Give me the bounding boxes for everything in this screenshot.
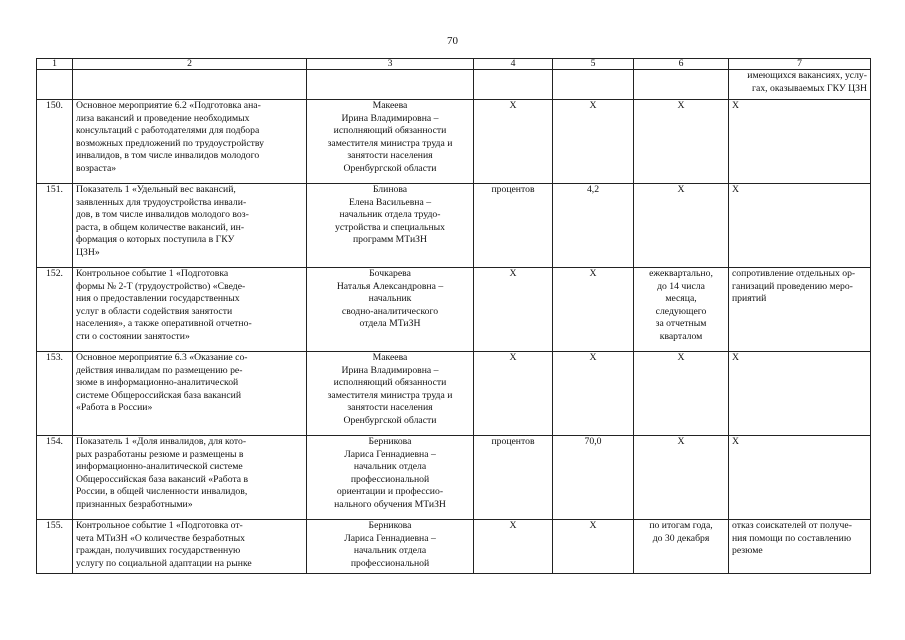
text-line: исполняющий обязанности <box>333 125 447 137</box>
risk-cell <box>729 268 871 352</box>
text-line: Основное мероприятие 6.2 «Подготовка ана- <box>76 100 261 111</box>
text-line: России, в общей численности инвалидов, <box>76 486 248 498</box>
text-line: Наталья Александровна – <box>336 280 444 292</box>
row-number: 152. <box>37 268 73 352</box>
value-cell: Х <box>553 268 634 352</box>
description-cell <box>73 436 307 520</box>
text-line: кварталом <box>659 330 703 342</box>
text-line: дов, в том числе инвалидов молодого воз- <box>76 209 249 221</box>
unit-cell: Х <box>474 100 553 184</box>
value-cell: 70,0 <box>553 436 634 520</box>
description-cell <box>73 184 307 268</box>
value-cell: Х <box>553 520 634 574</box>
description-cell <box>73 100 307 184</box>
column-number: 5 <box>553 59 634 70</box>
deadline-cell <box>634 352 729 436</box>
text-line: услуг в области содействия занятости <box>76 305 233 317</box>
plan-table <box>36 58 871 574</box>
text-line: резюме <box>732 545 763 557</box>
text-line: нального обучения МТиЗН <box>334 498 446 510</box>
text-line: месяца, <box>665 293 697 305</box>
text-line: Х <box>677 184 685 195</box>
unit-cell: процентов <box>474 184 553 268</box>
text-line: населения», а также оперативной отчетно- <box>76 318 252 330</box>
text-line: Общероссийская база вакансий «Работа в <box>76 473 249 485</box>
text-line: следующего <box>655 305 707 317</box>
text-line: имеющихся вакансиях, услу- <box>747 70 867 81</box>
unit-cell: Х <box>474 268 553 352</box>
description-cell <box>73 352 307 436</box>
text-line: начальник отдела трудо- <box>339 209 441 221</box>
table-row <box>37 184 871 268</box>
page-number: 70 <box>447 35 458 47</box>
text-line: начальник <box>368 293 412 305</box>
table-row <box>37 352 871 436</box>
text-line: Макеева <box>372 352 408 363</box>
text-line: до 14 числа <box>657 280 705 292</box>
text-line: Оренбургской области <box>343 162 437 174</box>
text-line: сти о состоянии занятости» <box>76 330 190 342</box>
text-line: возможных предложений по трудоустройству <box>76 137 264 149</box>
responsible-cell <box>307 268 474 352</box>
value-cell: Х <box>553 352 634 436</box>
column-number: 4 <box>474 59 553 70</box>
text-line: «Работа в России» <box>76 402 153 414</box>
continuation-row <box>37 70 871 100</box>
text-line: ежеквартально, <box>649 268 713 279</box>
table-row <box>37 436 871 520</box>
text-line: Лариса Геннадиевна – <box>344 532 436 544</box>
text-line: Х <box>732 352 739 363</box>
risk-cell <box>729 100 871 184</box>
text-line: формация о которых поступила в ГКУ <box>76 234 235 246</box>
text-line: консультаций с работодателями для подбора <box>76 125 260 137</box>
text-line: ния помощи по составлению <box>732 532 852 544</box>
responsible-cell <box>307 436 474 520</box>
text-line: ния о предоставлении государственных <box>76 293 240 305</box>
text-line: сопротивление отдельных ор- <box>732 268 856 279</box>
text-line: профессиональной <box>350 557 430 569</box>
text-line: отдела МТиЗН <box>359 318 421 330</box>
deadline-cell <box>634 268 729 352</box>
text-line: Ирина Владимировна – <box>341 112 439 124</box>
text-line: Показатель 1 «Удельный вес вакансий, <box>76 184 236 195</box>
text-line: системе Общероссийская база вакансий <box>76 389 242 401</box>
table-row <box>37 520 871 574</box>
text-line: Блинова <box>372 184 408 195</box>
deadline-cell <box>634 100 729 184</box>
text-line: заместителя министра труда и <box>327 137 453 149</box>
responsible-cell <box>307 100 474 184</box>
text-line: начальник отдела <box>353 461 427 473</box>
column-number: 3 <box>307 59 474 70</box>
text-line: заявленных для трудоустройства инвали- <box>76 196 247 208</box>
unit-cell: Х <box>474 352 553 436</box>
text-line: Берникова <box>368 436 412 447</box>
text-line: Основное мероприятие 6.3 «Оказание со- <box>76 352 248 363</box>
row-number: 151. <box>37 184 73 268</box>
text-line: профессиональной <box>350 473 430 485</box>
text-line: Х <box>677 100 685 111</box>
text-line: лиза вакансий и проведение необходимых <box>76 112 250 124</box>
row-number: 155. <box>37 520 73 574</box>
text-line: программ МТиЗН <box>353 234 427 246</box>
text-line: приятий <box>732 293 767 305</box>
risk-cell <box>729 436 871 520</box>
text-line: за отчетным <box>655 318 707 330</box>
responsible-cell <box>307 352 474 436</box>
text-line: Елена Васильевна – <box>348 196 432 208</box>
deadline-cell <box>634 520 729 574</box>
text-line: действия инвалидам по размещению ре- <box>76 364 243 376</box>
text-line: заместителя министра труда и <box>327 389 453 401</box>
text-line: услугу по социальной адаптации на рынке <box>76 557 252 569</box>
unit-cell: Х <box>474 520 553 574</box>
text-line: по итогам года, <box>649 520 713 531</box>
text-line: занятости населения <box>347 150 433 162</box>
column-number: 7 <box>729 59 871 70</box>
text-line: формы № 2-Т (трудоустройство) «Сведе- <box>76 280 246 292</box>
text-line: Оренбургской области <box>343 414 437 426</box>
row-number: 154. <box>37 436 73 520</box>
text-line: возраста» <box>76 162 117 174</box>
continuation-text <box>729 70 871 100</box>
table-row <box>37 100 871 184</box>
text-line: занятости населения <box>347 402 433 414</box>
deadline-cell <box>634 436 729 520</box>
column-number: 1 <box>37 59 73 70</box>
text-line: Х <box>732 436 739 447</box>
text-line: Контрольное событие 1 «Подготовка от- <box>76 520 243 531</box>
text-line: Х <box>732 184 739 195</box>
column-number: 6 <box>634 59 729 70</box>
text-line: чета МТиЗН «О количестве безработных <box>76 532 245 544</box>
text-line: Контрольное событие 1 «Подготовка <box>76 268 229 279</box>
text-line: ЦЗН» <box>76 246 100 258</box>
risk-cell <box>729 184 871 268</box>
text-line: Показатель 1 «Доля инвалидов, для кото- <box>76 436 247 447</box>
deadline-cell <box>634 184 729 268</box>
unit-cell: процентов <box>474 436 553 520</box>
row-number: 153. <box>37 352 73 436</box>
text-line: Х <box>677 436 685 447</box>
text-line: Х <box>732 100 739 111</box>
text-line: начальник отдела <box>353 545 427 557</box>
text-line: до 30 декабря <box>652 532 710 544</box>
text-line: гах, оказываемых ГКУ ЦЗН <box>752 82 867 94</box>
table-row <box>37 268 871 352</box>
value-cell: Х <box>553 100 634 184</box>
text-line: инвалидов, в том числе инвалидов молодого <box>76 150 260 162</box>
text-line: Лариса Геннадиевна – <box>344 448 436 460</box>
text-line: исполняющий обязанности <box>333 377 447 389</box>
responsible-cell <box>307 520 474 574</box>
text-line: ориентации и профессио- <box>336 486 444 498</box>
text-line: информационно-аналитической системе <box>76 461 243 473</box>
text-line: Х <box>677 352 685 363</box>
text-line: устройства и специальных <box>334 221 445 233</box>
text-line: признанных безработными» <box>76 498 193 510</box>
text-line: раста, в общем количестве вакансий, ин- <box>76 221 245 233</box>
description-cell <box>73 268 307 352</box>
text-line: граждан, получивших государственную <box>76 545 241 557</box>
risk-cell <box>729 352 871 436</box>
text-line: Ирина Владимировна – <box>341 364 439 376</box>
responsible-cell <box>307 184 474 268</box>
text-line: сводно-аналитического <box>341 305 439 317</box>
text-line: отказ соискателей от получе- <box>732 520 852 531</box>
text-line: рых разработаны резюме и размещены в <box>76 448 244 460</box>
text-line: ганизаций проведению меро- <box>732 280 853 292</box>
text-line: зюме в информационно-аналитической <box>76 377 239 389</box>
row-number: 150. <box>37 100 73 184</box>
value-cell: 4,2 <box>553 184 634 268</box>
risk-cell <box>729 520 871 574</box>
column-number: 2 <box>73 59 307 70</box>
text-line: Макеева <box>372 100 408 111</box>
column-number-row <box>37 59 871 70</box>
text-line: Берникова <box>368 520 412 531</box>
text-line: Бочкарева <box>369 268 411 279</box>
description-cell <box>73 520 307 574</box>
